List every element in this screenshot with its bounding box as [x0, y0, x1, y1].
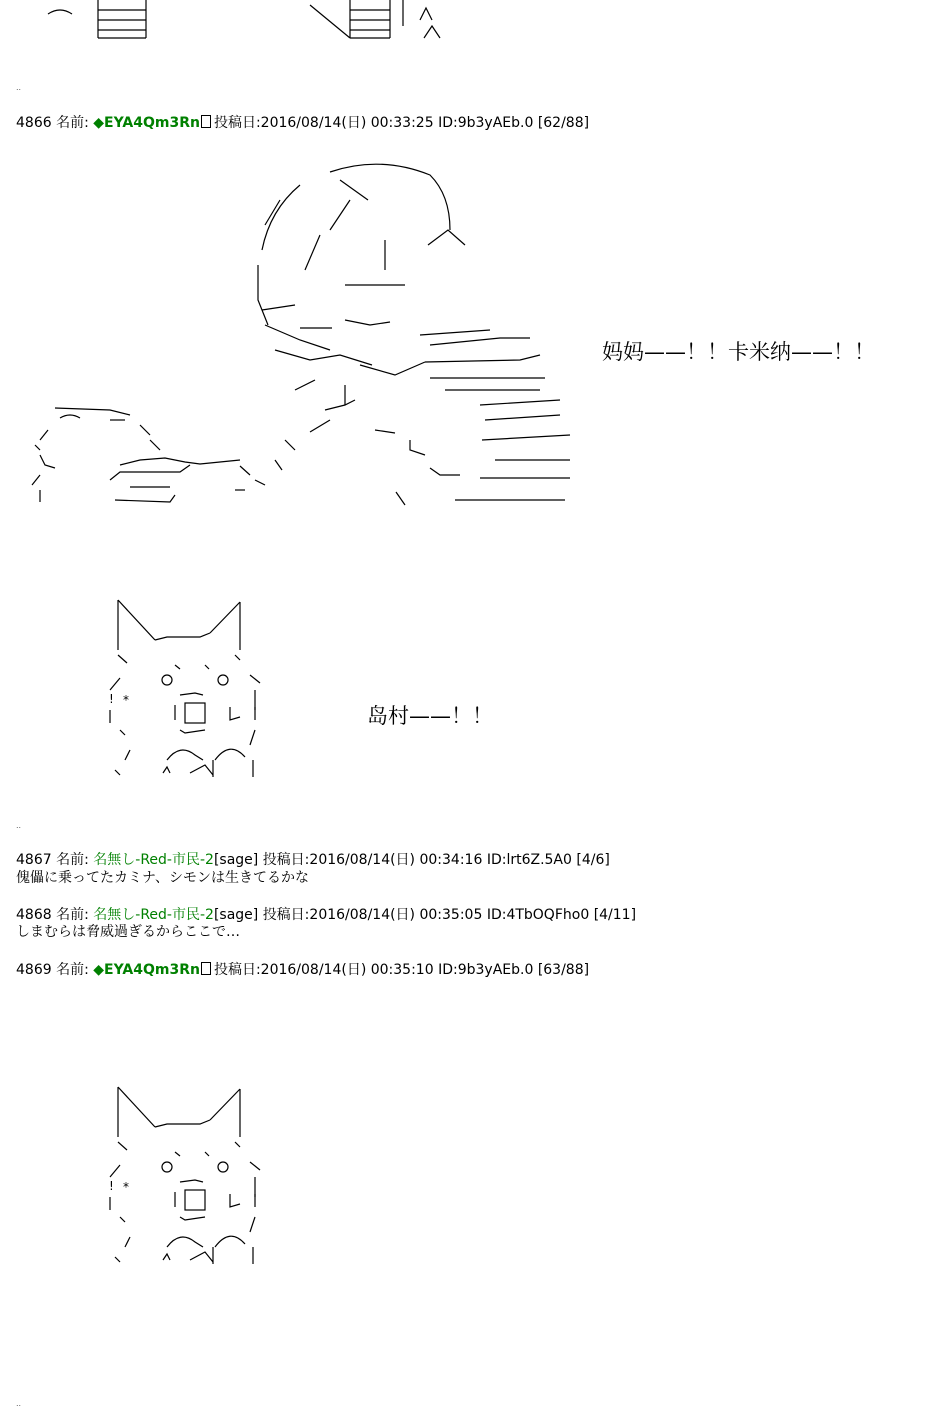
separator: ..: [16, 83, 22, 92]
mail-icon: [201, 962, 211, 975]
dialogue-text: 岛村——！！: [367, 704, 493, 728]
ascii-art-top-fragment: [0, 0, 949, 45]
sage-mail[interactable]: [sage]: [213, 907, 259, 923]
post-count: [63/88]: [537, 962, 590, 978]
post-number: 4867: [16, 852, 52, 868]
svg-text:!: !: [109, 692, 114, 706]
poster-name[interactable]: ◆EYA4Qm3Rn: [93, 115, 200, 131]
dialogue-text: 妈妈——！！卡米纳——！！: [602, 340, 875, 364]
date-label: 投稿日:: [213, 115, 261, 131]
post-count: [4/6]: [576, 852, 610, 868]
post-date: 2016/08/14(日) 00:35:05: [309, 907, 483, 923]
post-count: [62/88]: [537, 115, 590, 131]
ascii-art-mother-scene: [0, 150, 620, 520]
post-id[interactable]: ID:lrt6Z.5A0: [486, 852, 572, 868]
name-label: 名前:: [56, 852, 89, 868]
post-body: しまむらは脅威過ぎるからここで…: [16, 924, 240, 940]
svg-text:*: *: [123, 693, 129, 707]
date-label: 投稿日:: [262, 852, 310, 868]
separator: ..: [16, 821, 22, 830]
poster-name[interactable]: 名無し-Red-市民-2: [93, 852, 214, 868]
post-header: [16, 115, 589, 131]
post-header: [16, 962, 589, 978]
name-label: 名前:: [56, 115, 89, 131]
name-label: 名前:: [56, 962, 89, 978]
svg-text:*: *: [123, 1180, 129, 1194]
post-count: [4/11]: [593, 907, 637, 923]
sage-mail[interactable]: [sage]: [213, 852, 259, 868]
ascii-art-cat: [105, 595, 275, 785]
date-label: 投稿日:: [262, 907, 310, 923]
poster-name[interactable]: 名無し-Red-市民-2: [93, 907, 214, 923]
mail-icon: [201, 115, 211, 128]
ascii-art-cat: [105, 1082, 275, 1272]
post-date: 2016/08/14(日) 00:35:10: [260, 962, 434, 978]
post-id[interactable]: ID:4TbOQFho0: [486, 907, 590, 923]
date-label: 投稿日:: [213, 962, 261, 978]
post-number: 4866: [16, 115, 52, 131]
post-date: 2016/08/14(日) 00:33:25: [260, 115, 434, 131]
post-number: 4868: [16, 907, 52, 923]
post-number: 4869: [16, 962, 52, 978]
post-id[interactable]: ID:9b3yAEb.0: [438, 962, 534, 978]
post-id[interactable]: ID:9b3yAEb.0: [438, 115, 534, 131]
post-header: [16, 907, 636, 923]
separator: ..: [16, 1399, 22, 1408]
post-body: 傀儡に乗ってたカミナ、シモンは生きてるかな: [16, 870, 310, 886]
name-label: 名前:: [56, 907, 89, 923]
post-header: [16, 852, 610, 868]
poster-name[interactable]: ◆EYA4Qm3Rn: [93, 962, 200, 978]
post-date: 2016/08/14(日) 00:34:16: [309, 852, 483, 868]
svg-text:!: !: [109, 1179, 114, 1193]
